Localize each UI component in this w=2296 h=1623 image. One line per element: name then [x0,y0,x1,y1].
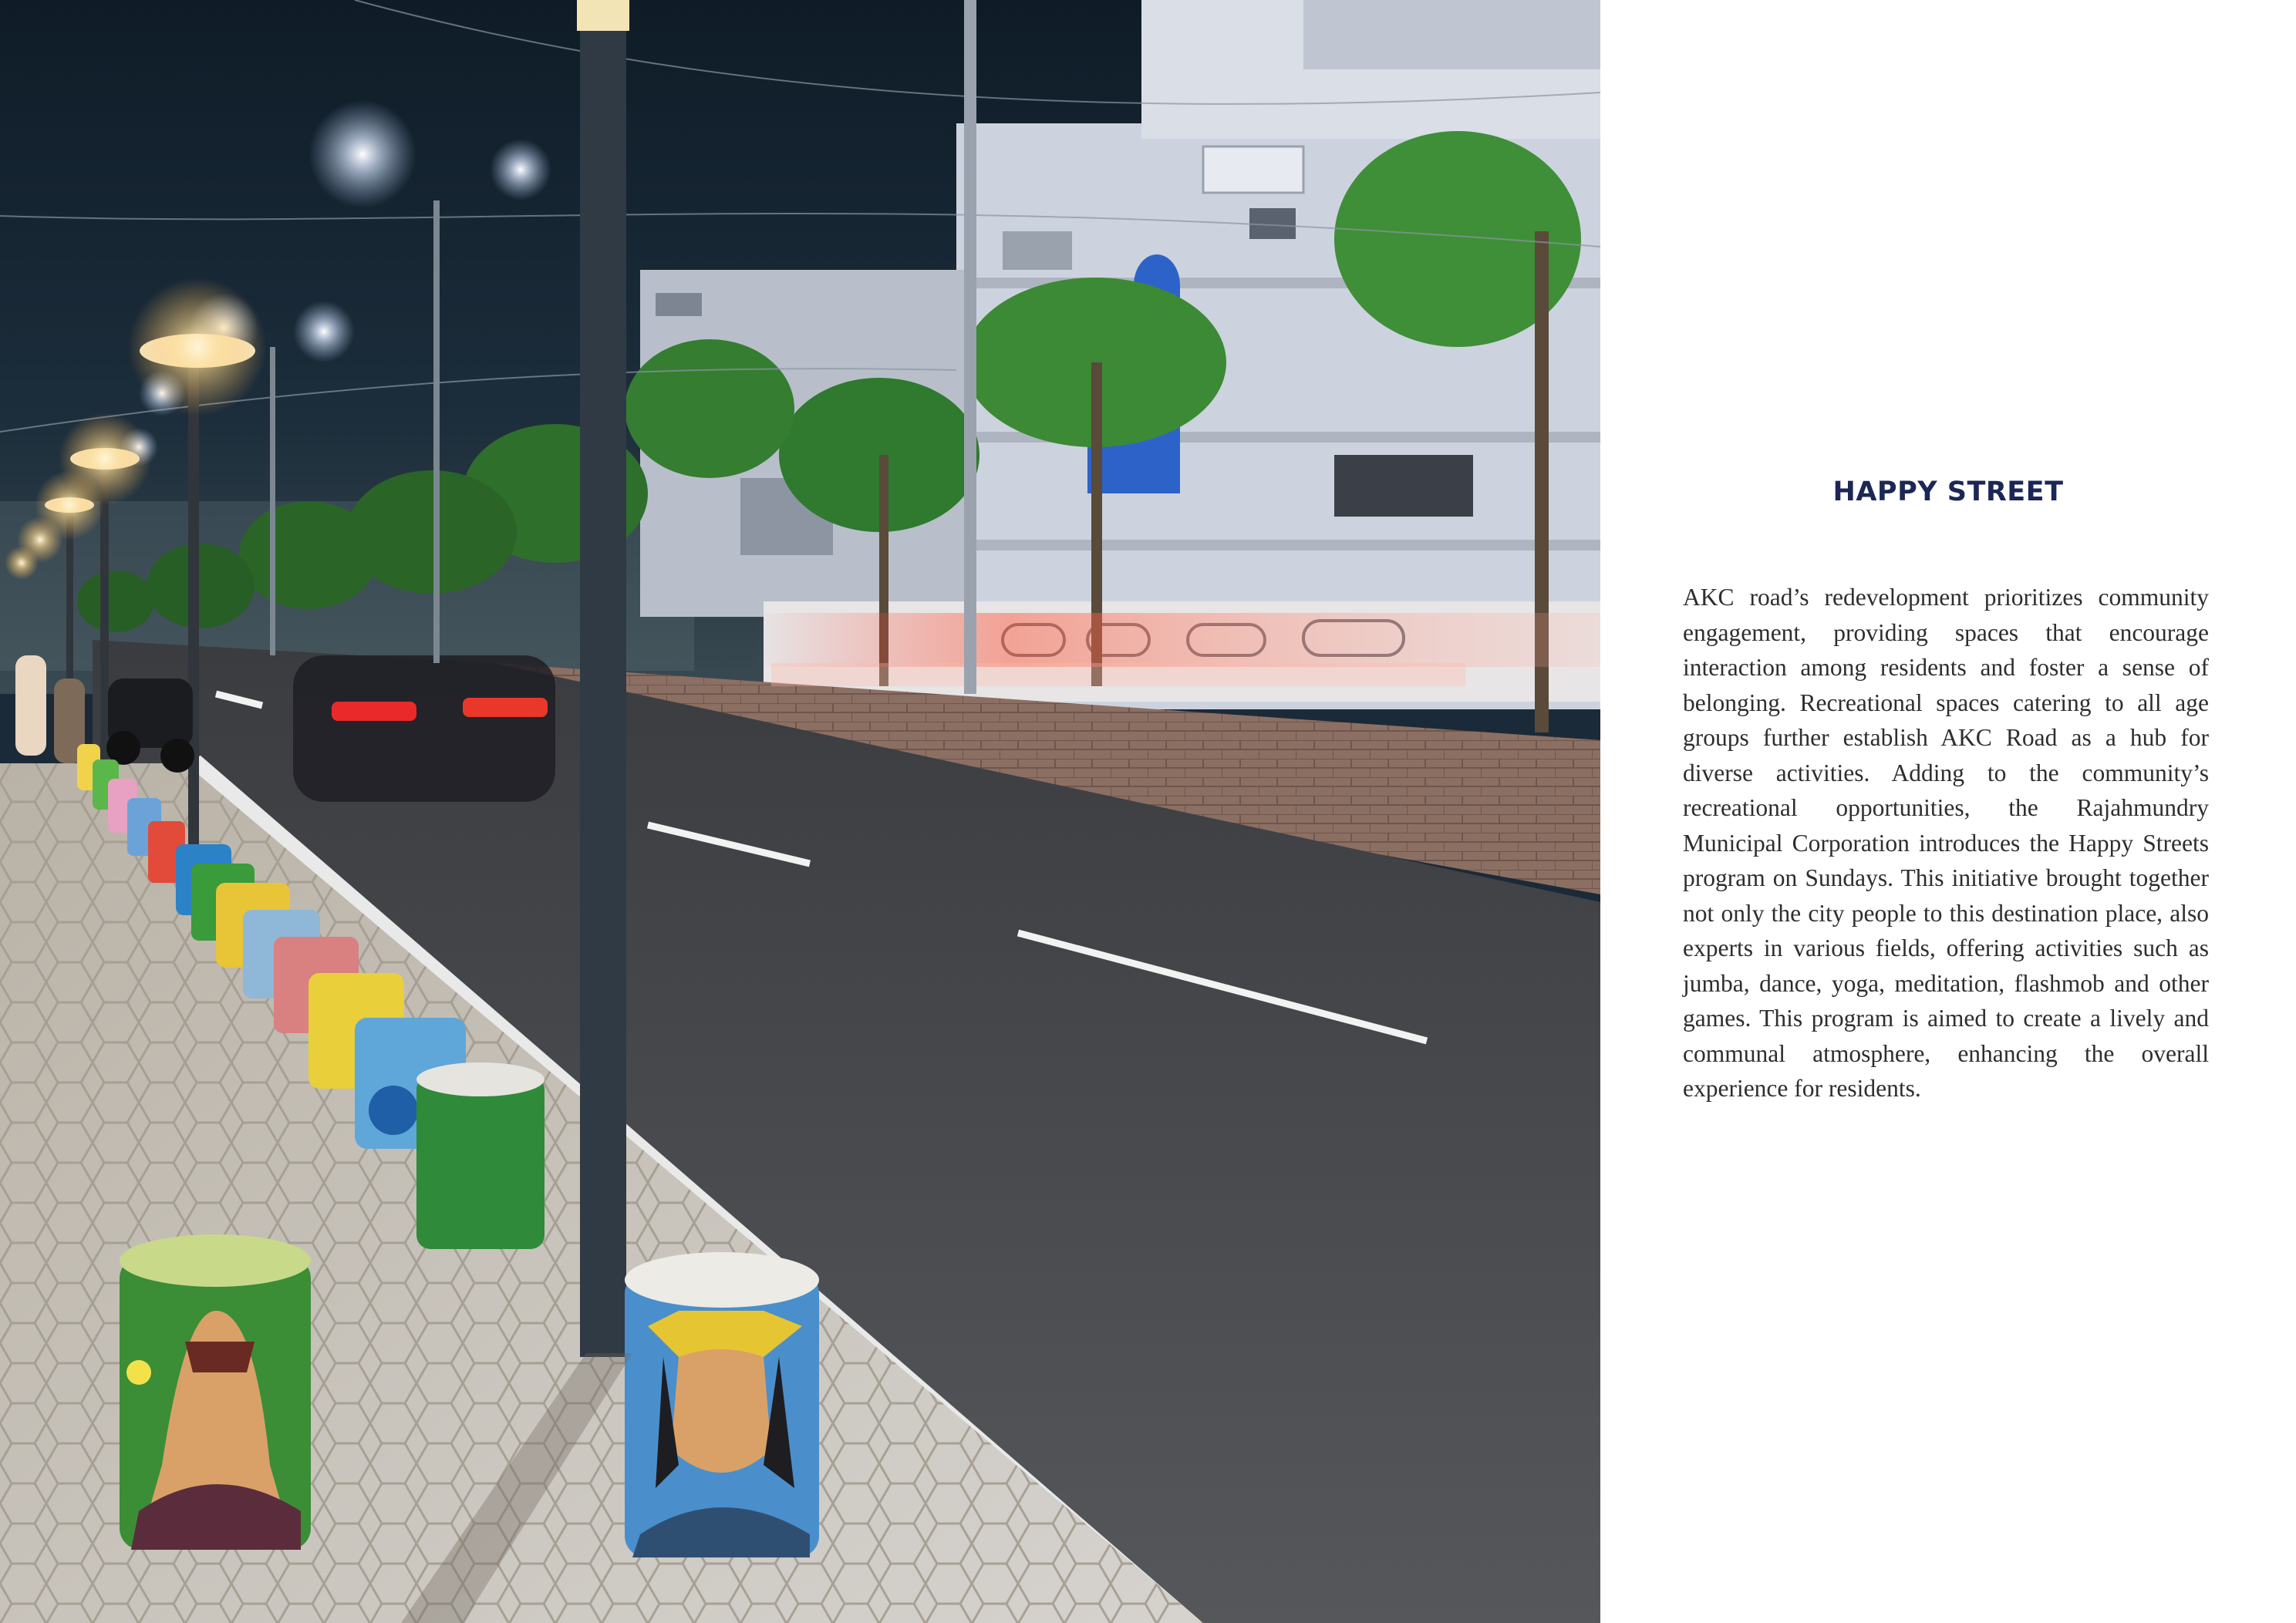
article-body: AKC road’s redevelopment prioritizes community engagement, providing spaces that encourage interaction among residents and foster a sense of belonging. Recreational spaces catering to all age groups further establish AKC Road as a hub for diverse activities. Adding to the community’s recreational opportunities, the Rajahmundry Municipal Corporation introduces the Happy Streets program on Sundays. This initiative brought together not only the city people to this destination place, also experts in various fields, offering activities such as jumba, dance, yoga, meditation, flashmob and other games. This program is aimed to create a lively and communal atmosphere, enhancing the overall experience for residents. [1683,584,2209,1102]
article-panel [1600,0,2296,1623]
moving-car [293,655,555,802]
light-trail [756,613,1600,667]
article-title: HAPPY STREET [1832,476,2064,507]
